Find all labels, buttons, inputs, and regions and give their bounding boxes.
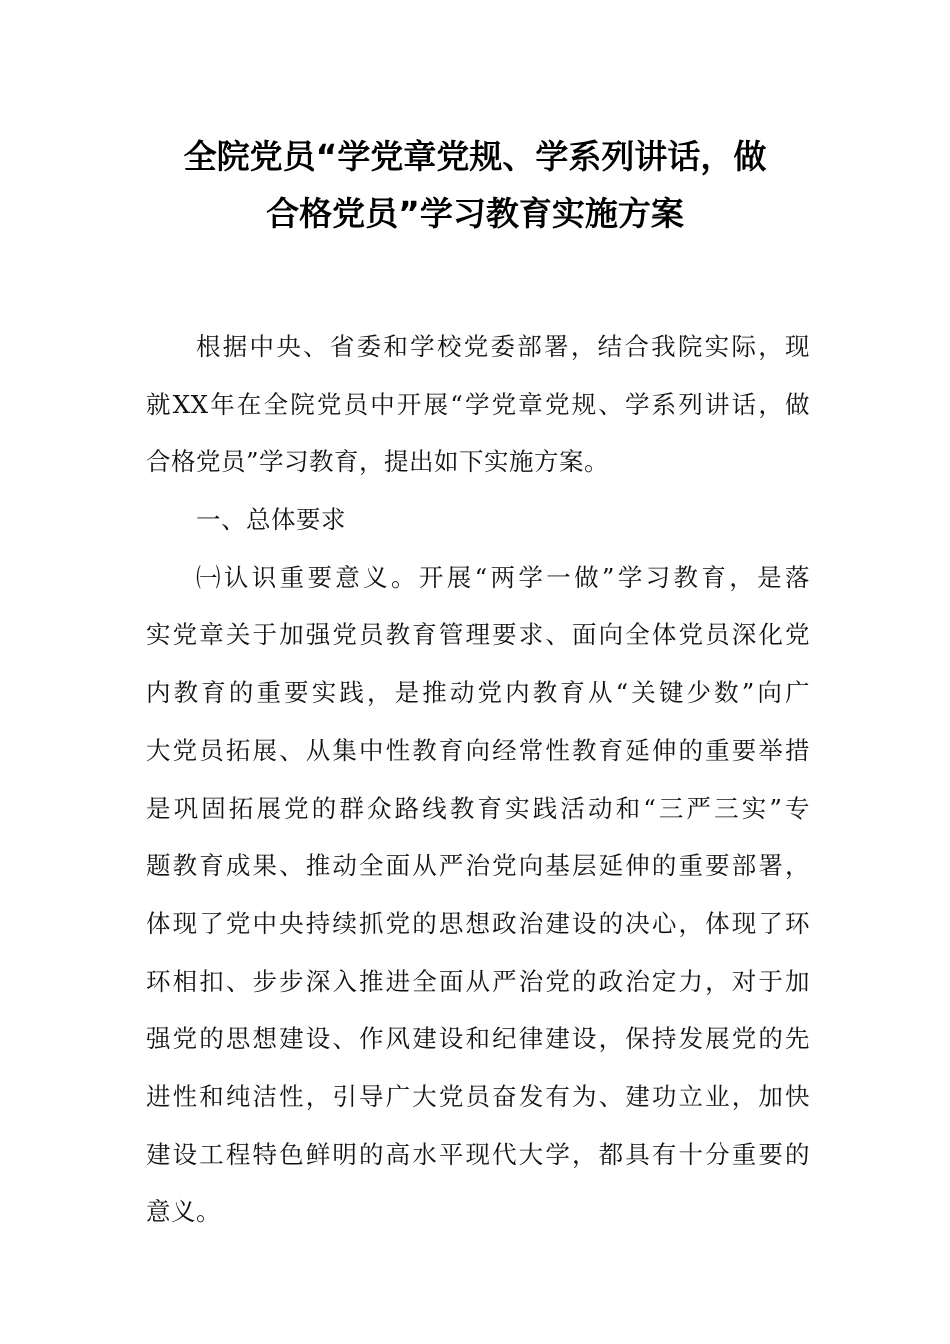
paragraph-line: 意义。 bbox=[146, 1197, 221, 1227]
section-heading: 一、总体要求 bbox=[196, 505, 346, 535]
paragraph-line: 是巩固拓展党的群众路线教育实践活动和“三严三实”专 bbox=[146, 793, 810, 823]
paragraph-line: ㈠认识重要意义。开展“两学一做”学习教育，是落 bbox=[196, 562, 810, 592]
paragraph-line: 进性和纯洁性，引导广大党员奋发有为、建功立业，加快 bbox=[146, 1081, 810, 1111]
paragraph-line: 题教育成果、推动全面从严治党向基层延伸的重要部署， bbox=[146, 851, 810, 881]
paragraph-line: 根据中央、省委和学校党委部署，结合我院实际，现 bbox=[196, 332, 810, 361]
paragraph-line: 内教育的重要实践，是推动党内教育从“关键少数”向广 bbox=[146, 678, 810, 708]
paragraph-line: 体现了党中央持续抓党的思想政治建设的决心，体现了环 bbox=[146, 908, 810, 938]
paragraph-line: 就XX年在全院党员中开展“学党章党规、学系列讲话，做 bbox=[146, 389, 810, 419]
paragraph-line: 实党章关于加强党员教育管理要求、面向全体党员深化党 bbox=[146, 620, 810, 650]
title-line-1: 全院党员“学党章党规、学系列讲话，做 bbox=[183, 137, 767, 176]
document-body bbox=[146, 318, 810, 1241]
paragraph-line: 建设工程特色鲜明的高水平现代大学，都具有十分重要的 bbox=[146, 1139, 810, 1169]
paragraph-line: 大党员拓展、从集中性教育向经常性教育延伸的重要举措 bbox=[146, 735, 810, 765]
document-title bbox=[130, 128, 820, 242]
paragraph-line: 合格党员”学习教育，提出如下实施方案。 bbox=[146, 447, 610, 477]
title-line-2: 合格党员”学习教育实施方案 bbox=[266, 194, 684, 233]
paragraph-line: 强党的思想建设、作风建设和纪律建设，保持发展党的先 bbox=[146, 1024, 810, 1054]
paragraph-line: 环相扣、步步深入推进全面从严治党的政治定力，对于加 bbox=[146, 966, 810, 996]
